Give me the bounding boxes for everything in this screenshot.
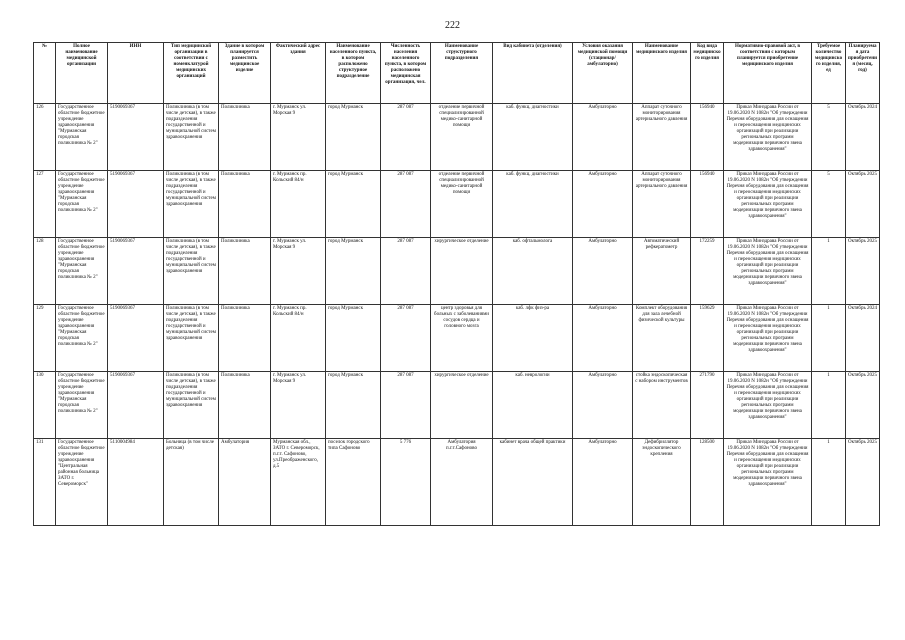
col-header-population: Численность населения населенного пункта, в котором расположено медицинская организация, чел. — [381, 43, 431, 104]
cell-settlement: город Мурманск — [326, 104, 381, 171]
cell-legal-act: Приказ Минздрава России от 19.06.2020 N 1082н "Об утверждении Перечня оборудования для оснащения и переоснащения медицинских организаций при реализации региональных программ модернизации первичного звена здравоохранения" — [724, 305, 812, 372]
cell-org-type: Поликлиника (в том числе детская), в также подразделения государственной и муниципальной систем здравоохранения — [164, 305, 219, 372]
cell-conditions: Амбулаторно — [573, 305, 633, 372]
cell-inn: 5110004984 — [108, 439, 164, 526]
cell-org-name: Государственное областное бюджетное учреждение здравоохранения "Центральная районная больница ЗАТО г. Североморск" — [56, 439, 108, 526]
col-header-number: № — [34, 43, 56, 104]
cell-device-code: 172259 — [691, 238, 724, 305]
cell-org-type: Поликлиника (в том числе детская), в также подразделения государственной и муниципальной систем здравоохранения — [164, 238, 219, 305]
cell-population: 287 087 — [381, 238, 431, 305]
cell-org-type: Поликлиника (в том числе детская), в также подразделения государственной и муниципальной систем здравоохранения — [164, 171, 219, 238]
cell-quantity: 5 — [812, 171, 846, 238]
col-header-conditions: Условия оказания медицинской помощи (стационар/амбулаторно) — [573, 43, 633, 104]
col-header-date: Планируемая дата приобретения (месяц, год) — [846, 43, 880, 104]
cell-org-type: Больница (в том числе детская) — [164, 439, 219, 526]
cell-building: Поликлиника — [219, 171, 271, 238]
cell-date: Октябрь 2025 — [846, 439, 880, 526]
cell-address: г. Мурманск ул. Морская 9 — [271, 372, 326, 439]
table-row — [34, 104, 880, 171]
col-header-org-name: Полное наименование медицинской организации — [56, 43, 108, 104]
cell-device-name: Дефибриллятор эндоскопического крепления — [633, 439, 691, 526]
cell-org-name: Государственное областное бюджетное учреждение здравоохранения "Мурманская городская поликлиника № 2" — [56, 238, 108, 305]
cell-address: г. Мурманск пр. Кольский 84/н — [271, 305, 326, 372]
col-header-device-name: Наименование медицинского изделия — [633, 43, 691, 104]
cell-building: Поликлиника — [219, 305, 271, 372]
cell-building: Поликлиника — [219, 104, 271, 171]
cell-legal-act: Приказ Минздрава России от 19.06.2020 N 1082н "Об утверждении Перечня оборудования для оснащения и переоснащения медицинских организаций при реализации региональных программ модернизации первичного звена здравоохранения" — [724, 238, 812, 305]
cell-settlement: город Мурманск — [326, 305, 381, 372]
cell-legal-act: Приказ Минздрава России от 19.06.2020 N 1082н "Об утверждении Перечня оборудования для оснащения и переоснащения медицинских организаций при реализации региональных программ модернизации первичного звена здравоохранения" — [724, 171, 812, 238]
cell-address: г. Мурманск ул. Морская 9 — [271, 238, 326, 305]
cell-inn: 5190069367 — [108, 305, 164, 372]
cell-address: г. Мурманск пр. Кольский 84/н — [271, 171, 326, 238]
cell-subdivision: хирургическое отделение — [431, 372, 493, 439]
col-header-inn: ИНН — [108, 43, 164, 104]
cell-date: Октябрь 2025 — [846, 238, 880, 305]
cell-population: 287 087 — [381, 171, 431, 238]
cell-device-code: 156940 — [691, 104, 724, 171]
cell-population: 287 087 — [381, 372, 431, 439]
table-row — [34, 238, 880, 305]
cell-number: 126 — [34, 104, 56, 171]
cell-org-name: Государственное областное бюджетное учреждение здравоохранения "Мурманская городская поликлиника № 2" — [56, 171, 108, 238]
cell-number: 131 — [34, 439, 56, 526]
cell-org-name: Государственное областное бюджетное учреждение здравоохранения "Мурманская городская поликлиника № 2" — [56, 305, 108, 372]
cell-population: 287 087 — [381, 104, 431, 171]
cell-legal-act: Приказ Минздрава России от 19.06.2020 N 1082н "Об утверждении Перечня оборудования для оснащения и переоснащения медицинских организаций при реализации региональных программ модернизации первичного звена здравоохранения" — [724, 372, 812, 439]
cell-subdivision: центр здоровья для больных с заболеваниями сосудов сердца и головного мозга — [431, 305, 493, 372]
header-row — [34, 43, 880, 104]
cell-number: 129 — [34, 305, 56, 372]
cell-settlement: город Мурманск — [326, 372, 381, 439]
cell-device-code: 156940 — [691, 171, 724, 238]
cell-date: Октябрь 2025 — [846, 372, 880, 439]
cell-subdivision: хирургическое отделение — [431, 238, 493, 305]
cell-settlement: город Мурманск — [326, 238, 381, 305]
cell-inn: 5190069367 — [108, 171, 164, 238]
cell-legal-act: Приказ Минздрава России от 19.06.2020 N 1082н "Об утверждении Перечня оборудования для оснащения и переоснащения медицинских организаций при реализации региональных программ модернизации первичного звена здравоохранения" — [724, 104, 812, 171]
cell-population: 287 087 — [381, 305, 431, 372]
cell-org-type: Поликлиника (в том числе детская), в также подразделения государственной и муниципальной систем здравоохранения — [164, 372, 219, 439]
cell-date: Октябрь 2024 — [846, 104, 880, 171]
cell-date: Октябрь 2025 — [846, 171, 880, 238]
cell-inn: 5190069367 — [108, 238, 164, 305]
cell-building: Поликлиника — [219, 372, 271, 439]
cell-date: Октябрь 2024 — [846, 305, 880, 372]
cell-quantity: 1 — [812, 372, 846, 439]
cell-subdivision: Амбулатория п.г.т.Сафоново — [431, 439, 493, 526]
table-row — [34, 439, 880, 526]
cell-conditions: Амбулаторно — [573, 104, 633, 171]
col-header-quantity: Требуемое количество медицинского изделия, ед — [812, 43, 846, 104]
cell-org-name: Государственное областное бюджетное учреждение здравоохранения "Мурманская городская поликлиника № 2" — [56, 372, 108, 439]
cell-subdivision: отделение первичной специализированной медико-санитарной помощи — [431, 104, 493, 171]
cell-building: Амбулатория — [219, 439, 271, 526]
cell-conditions: Амбулаторно — [573, 238, 633, 305]
cell-conditions: Амбулаторно — [573, 372, 633, 439]
cell-cabinet: каб. функц. диагностики — [493, 104, 573, 171]
cell-subdivision: отделение первичной специализированной медико-санитарной помощи — [431, 171, 493, 238]
cell-org-name: Государственное областное бюджетное учреждение здравоохранения "Мурманская городская поликлиника № 2" — [56, 104, 108, 171]
cell-device-name: Комплект оборудования для зала лечебной физической культуры — [633, 305, 691, 372]
cell-org-type: Поликлиника (в том числе детская), в также подразделения государственной и муниципальной систем здравоохранения — [164, 104, 219, 171]
cell-address: г. Мурманск ул. Морская 9 — [271, 104, 326, 171]
col-header-cabinet: Вид кабинета (отделения) — [493, 43, 573, 104]
cell-settlement: город Мурманск — [326, 171, 381, 238]
cell-device-name: Аппарат суточного мониторирования артериального давления — [633, 104, 691, 171]
table-row — [34, 305, 880, 372]
page-number: 222 — [445, 20, 460, 31]
cell-number: 127 — [34, 171, 56, 238]
cell-quantity: 1 — [812, 238, 846, 305]
cell-population: 5 776 — [381, 439, 431, 526]
cell-device-code: 271790 — [691, 372, 724, 439]
cell-quantity: 5 — [812, 104, 846, 171]
cell-address: Мурманская обл., ЗАТО г. Североморск, п.г.т. Сафоново, ул.Преображенского, д.5 — [271, 439, 326, 526]
cell-cabinet: каб. неврологии — [493, 372, 573, 439]
cell-device-code: 159629 — [691, 305, 724, 372]
cell-device-code: 128500 — [691, 439, 724, 526]
cell-device-name: стойка эндоскопическая с набором инструментов — [633, 372, 691, 439]
cell-cabinet: каб. лфк физ-ра — [493, 305, 573, 372]
cell-building: Поликлиника — [219, 238, 271, 305]
cell-inn: 5190069367 — [108, 104, 164, 171]
col-header-address: Фактический адрес здания — [271, 43, 326, 104]
cell-device-name: Автоматический рефкератометр — [633, 238, 691, 305]
cell-inn: 5190069367 — [108, 372, 164, 439]
cell-legal-act: Приказ Минздрава России от 19.06.2020 N 1082н "Об утверждении Перечня оборудования для оснащения и переоснащения медицинских организаций при реализации региональных программ модернизации первичного звена здравоохранения" — [724, 439, 812, 526]
cell-cabinet: каб. функц. диагностики — [493, 171, 573, 238]
cell-cabinet: каб. офтальмолога — [493, 238, 573, 305]
equipment-table — [33, 42, 880, 526]
col-header-subdivision: Наименование структурного подразделения — [431, 43, 493, 104]
cell-cabinet: кабинет врача общей практики — [493, 439, 573, 526]
col-header-org-type: Тип медицинской организации в соответствии с номенклатурой медицинских организаций — [164, 43, 219, 104]
cell-quantity: 1 — [812, 305, 846, 372]
cell-device-name: Аппарат суточного мониторирования артериального давления — [633, 171, 691, 238]
col-header-building: Здание в котором планируется разместить медицинское изделие — [219, 43, 271, 104]
col-header-device-code: Код вида медицинского изделия — [691, 43, 724, 104]
cell-settlement: поселок городского типа Сафоново — [326, 439, 381, 526]
col-header-legal-act: Нормативно-правовой акт, в соответствии с которым планируется приобретение медицинского изделия — [724, 43, 812, 104]
cell-conditions: Амбулаторно — [573, 171, 633, 238]
cell-number: 130 — [34, 372, 56, 439]
col-header-settlement: Наименование населенного пункта, в котором расположено структурное подразделение — [326, 43, 381, 104]
cell-number: 128 — [34, 238, 56, 305]
cell-conditions: Амбулаторно — [573, 439, 633, 526]
cell-quantity: 1 — [812, 439, 846, 526]
table-row — [34, 372, 880, 439]
table-row — [34, 171, 880, 238]
